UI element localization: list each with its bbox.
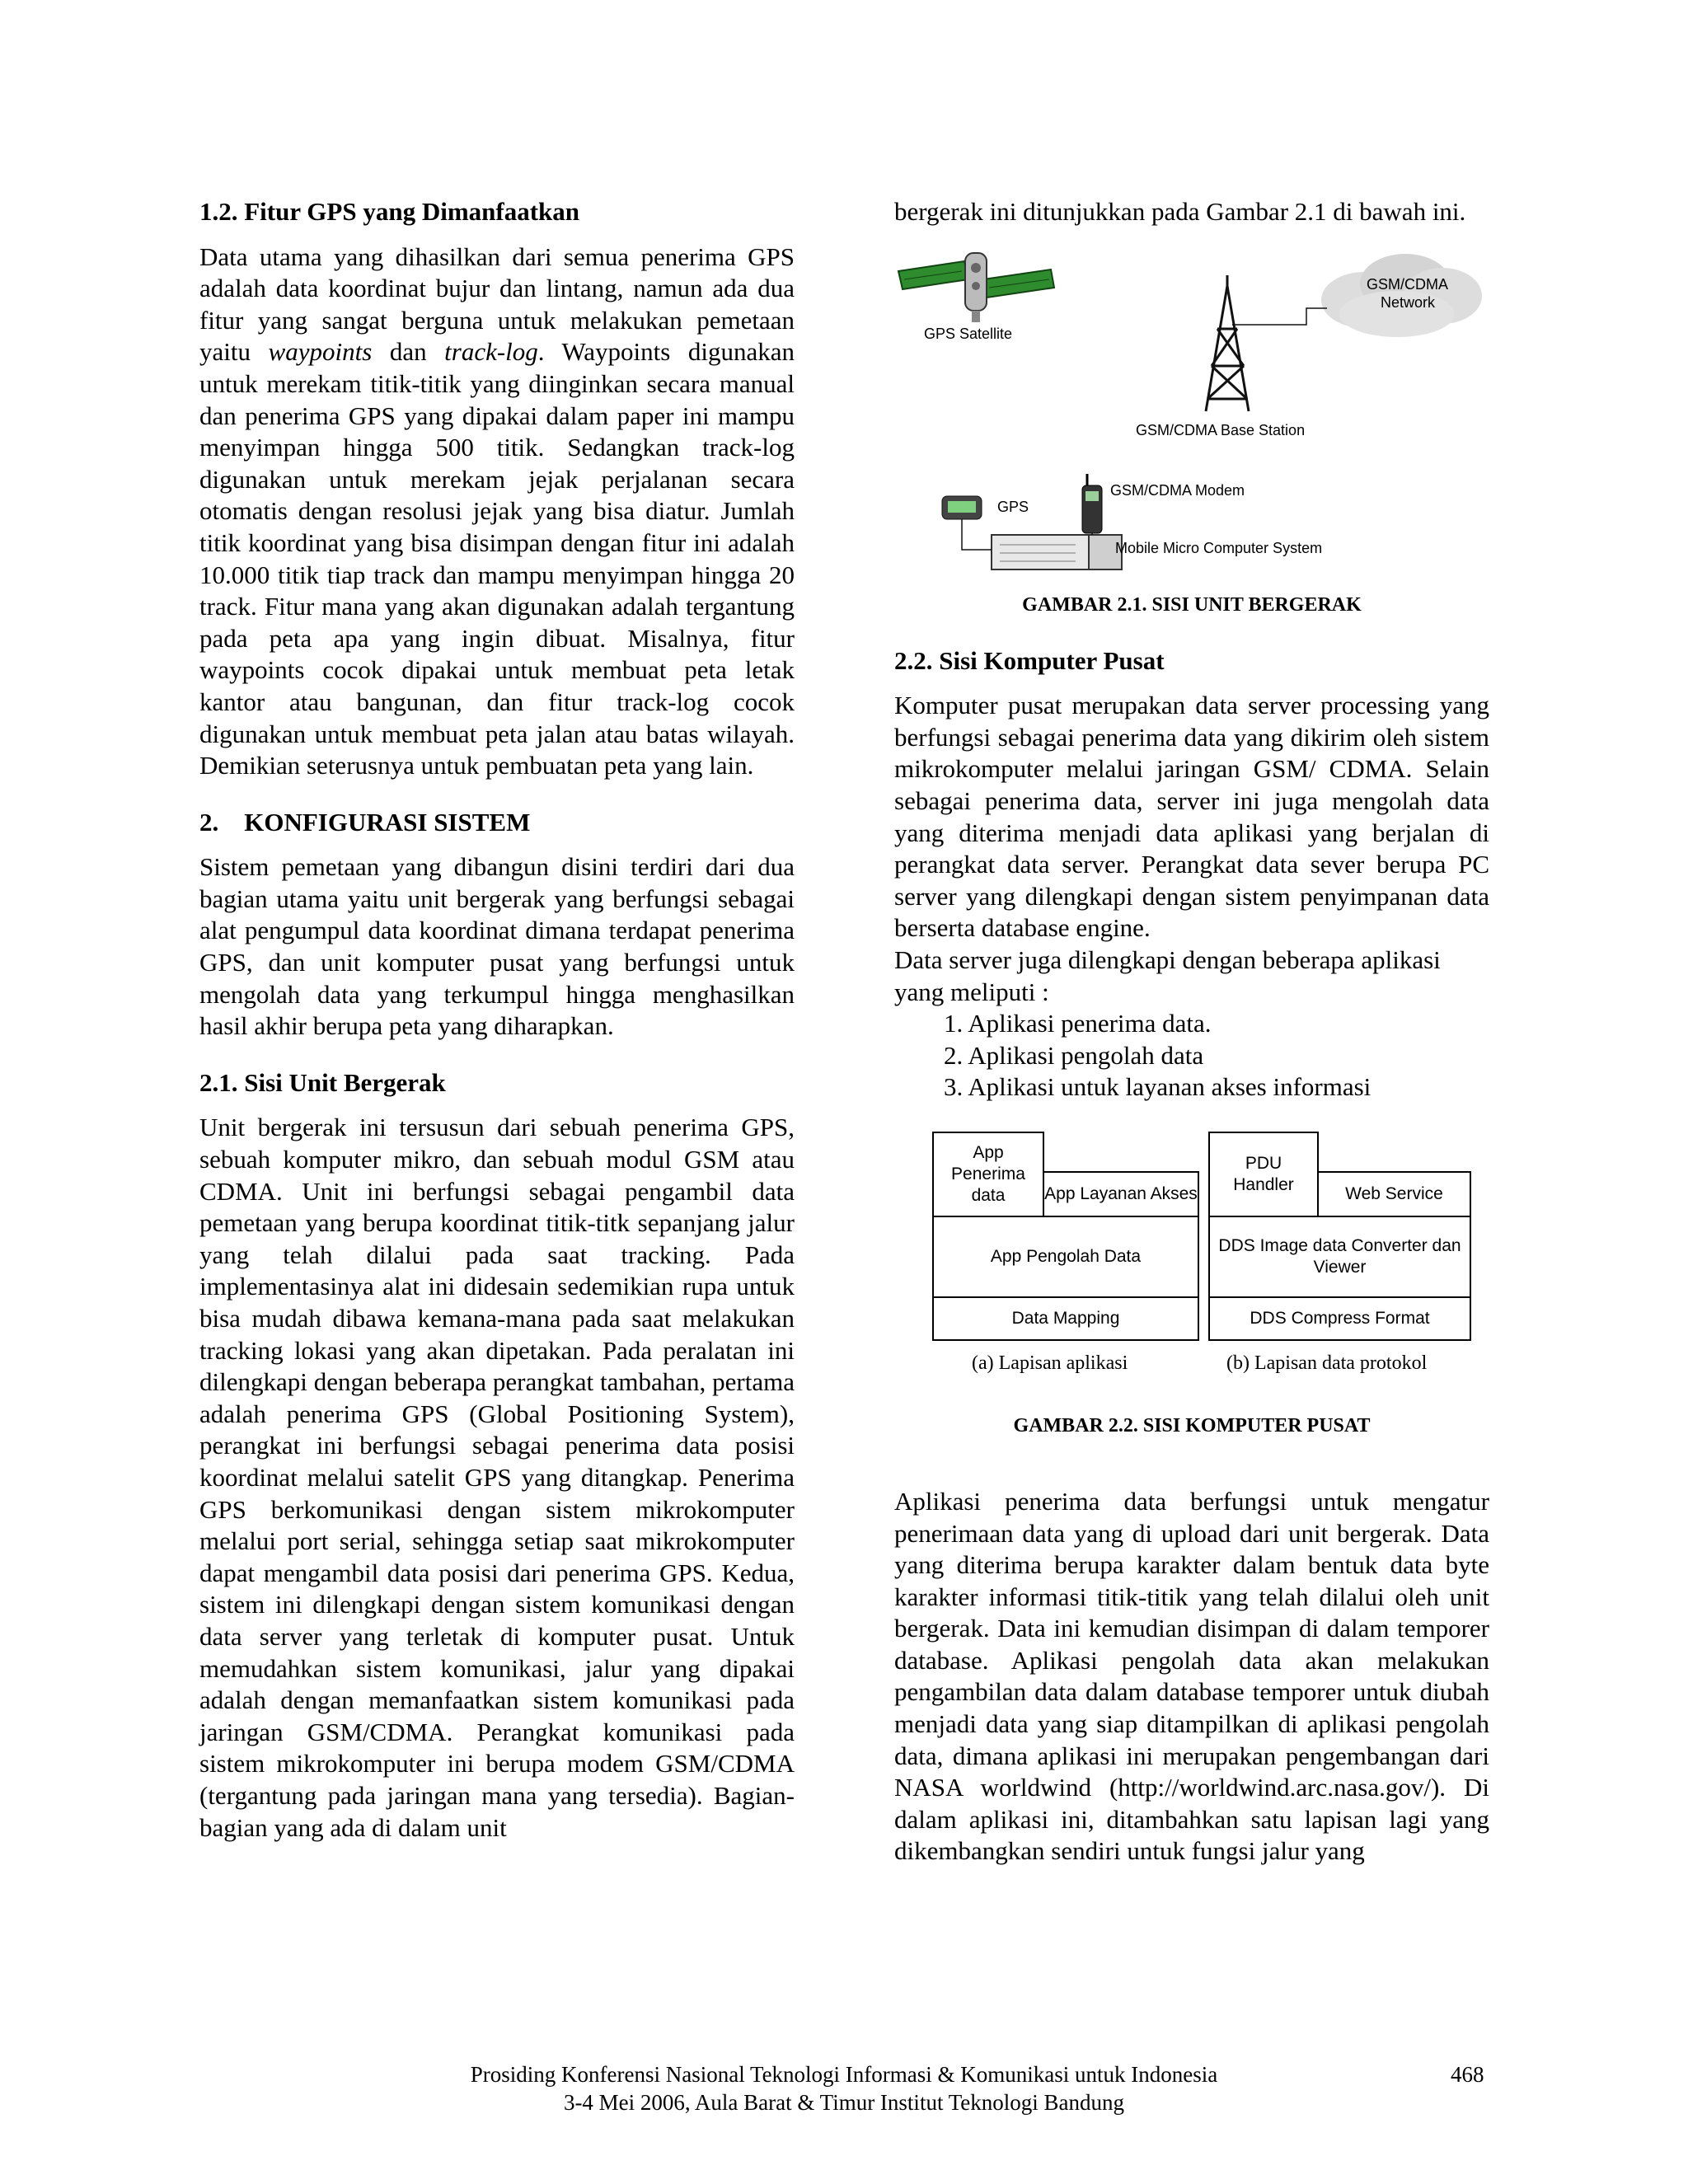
- list-item: 1. Aplikasi penerima data.: [944, 1009, 1212, 1038]
- pdu-handler-box: PDU Handler: [1208, 1132, 1319, 1217]
- section-2-2-paragraph-1: Komputer pusat merupakan data server processing yang berfungsi sebagai penerima data yang dikirim oleh sistem mikrokomputer melalui jaringan GSM/ CDMA. Selain sebagai penerima data, server ini juga mengolah data yang diterima menjadi data aplikasi yang berjalan di perangkat data server. Perangkat data sever berupa PC server yang dilengkapi dengan sistem penyimpanan data berserta database engine.: [894, 691, 1489, 943]
- dds-image-box: DDS Image data Converter dan Viewer: [1208, 1216, 1471, 1298]
- list-item: 3. Aplikasi untuk layanan akses informasi: [944, 1072, 1372, 1102]
- figure-2-1-caption: GAMBAR 2.1. SISI UNIT BERGERAK: [1022, 593, 1362, 616]
- subcaption-a: (a) Lapisan aplikasi: [972, 1352, 1128, 1374]
- list-item: 2. Aplikasi pengolah data: [944, 1040, 1204, 1070]
- footer-line-2: 3-4 Mei 2006, Aula Barat & Timur Institut Teknologi Bandung: [563, 2090, 1125, 2115]
- app-pengolah-box: App Pengolah Data: [932, 1216, 1199, 1298]
- web-service-box: Web Service: [1317, 1171, 1471, 1217]
- left-column: [199, 196, 795, 1844]
- app-penerima-box: App Penerima data: [932, 1132, 1044, 1217]
- figure-2-2: [894, 1132, 1489, 1461]
- network-label-line2: Network: [1381, 293, 1436, 311]
- footer: [0, 2060, 1688, 2116]
- section-1-2-paragraph: Data utama yang dihasilkan dari semua penerima GPS adalah data koordinat bujur dan lintang, namun ada dua fitur yang sangat berguna untuk melakukan pemetaan yaitu waypoints dan track-log. Waypoints digunakan untuk merekam titik-titik yang diinginkan secara manual dan penerima GPS yang dipakai dalam paper ini mampu menyimpan hingga 500 titik. Sedangkan track-log digunakan untuk merekam jejak perjalanan secara otomatis dengan resolusi jejak yang bisa diatur. Jumlah titik koordinat yang bisa disimpan dengan fitur ini adalah 10.000 titik tiap track dan mampu menyimpan hingga 20 track. Fitur mana yang akan digunakan adalah tergantung pada peta apa yang ingin dibuat. Misalnya, fitur waypoints cocok dipakai untuk membuat peta letak kantor atau bangunan, dan fitur track-log cocok digunakan untuk membuat peta jalan atau batas wilayah. Demikian seterusnya untuk pembuatan peta yang lain.: [199, 241, 795, 780]
- gps-device-icon: [942, 496, 982, 519]
- continuation-paragraph: bergerak ini ditunjukkan pada Gambar 2.1 di bawah ini.: [894, 197, 1466, 226]
- computer-icon: [992, 535, 1122, 569]
- page-number: 468: [1451, 2062, 1484, 2087]
- section-2-paragraph: Sistem pemetaan yang dibangun disini terdiri dari dua bagian utama yaitu unit bergerak yang berfungsi sebagai alat pengumpul data koordinat dimana terdapat penerima GPS, dan unit komputer pusat yang berfungsi untuk mengolah data yang terkumpul hingga menghasilkan hasil akhir berupa peta yang diharapkan.: [199, 852, 795, 1041]
- network-label-line1: GSM/CDMA: [1367, 275, 1448, 293]
- data-mapping-box: Data Mapping: [932, 1296, 1199, 1341]
- base-station-label: GSM/CDMA Base Station: [1136, 421, 1306, 438]
- satellite-icon: [898, 253, 1054, 322]
- application-list: [894, 1008, 1489, 1104]
- figure-2-1: [894, 246, 1489, 624]
- app-layanan-box: App Layanan Akses: [1043, 1171, 1199, 1217]
- right-column: [894, 196, 1489, 1868]
- subcaption-b: (b) Lapisan data protokol: [1226, 1352, 1428, 1374]
- gps-satellite-label: GPS Satellite: [924, 325, 1013, 342]
- section-2-2-heading: 2.2. Sisi Komputer Pusat: [894, 645, 1165, 675]
- tower-icon: [1206, 275, 1249, 411]
- section-2-1-paragraph: Unit bergerak ini tersusun dari sebuah penerima GPS, sebuah komputer mikro, dan sebuah modul GSM atau CDMA. Unit ini berfungsi sebagai pengambil data pemetaan yang berupa koordinat titik-titk sepanjang jalur yang telah dilalui pada saat tracking. Pada implementasinya alat ini didesain sedemikian rupa untuk bisa mudah dibawa kemana-mana pada saat melakukan tracking lokasi yang akan dipetakan. Pada peralatan ini dilengkapi dengan beberapa perangkat tambahan, pertama adalah penerima GPS (Global Positioning System), perangkat ini berfungsi sebagai penerima data posisi koordinat melalui satelit GPS yang ditangkap. Penerima GPS berkomunikasi dengan sistem mikrokomputer melalui port serial, sehingga setiap saat mikrokomputer dapat mengambil data posisi dari penerima GPS. Kedua, sistem ini dilengkapi dengan sistem komunikasi dengan data server yang terletak di komputer pusat. Untuk memudahkan sistem komunikasi, jalur yang dipakai adalah dengan memanfaatkan sistem komunikasi pada jaringan GSM/CDMA. Perangkat komunikasi pada sistem mikrokomputer ini berupa modem GSM/CDMA (tergantung pada jaringan mana yang tersedia). Bagian-bagian yang ada di dalam unit: [199, 1113, 795, 1842]
- section-1-2-heading: 1.2. Fitur GPS yang Dimanfaatkan: [199, 197, 580, 226]
- footer-line-1: Prosiding Konferensi Nasional Teknologi Informasi & Komunikasi untuk Indonesia: [470, 2062, 1218, 2087]
- modem-phone-icon: [1082, 474, 1102, 533]
- modem-label: GSM/CDMA Modem: [1110, 481, 1245, 499]
- section-2-1-heading: 2.1. Sisi Unit Bergerak: [199, 1067, 446, 1097]
- gps-label: GPS: [997, 498, 1029, 515]
- figure-2-2-caption: GAMBAR 2.2. SISI KOMPUTER PUSAT: [1013, 1414, 1371, 1436]
- section-2-2-paragraph-2: Data server juga dilengkapi dengan beberapa aplikasi yang meliputi :: [894, 944, 1441, 1006]
- micro-computer-label: Mobile Micro Computer System: [1115, 539, 1323, 556]
- dds-compress-box: DDS Compress Format: [1208, 1296, 1471, 1341]
- section-2-heading: 2. KONFIGURASI SISTEM: [199, 807, 531, 837]
- final-paragraph: Aplikasi penerima data berfungsi untuk mengatur penerimaan data yang di upload dari unit bergerak. Data yang diterima berupa karakter dalam bentuk data byte karakter informasi titik-titik yang telah dilalui oleh unit bergerak. Data ini kemudian disimpan di dalam temporer database. Aplikasi pengolah data akan melakukan pengambilan data dalam database temporer untuk diubah menjadi data yang siap ditampilkan di aplikasi pengolah data, dimana aplikasi ini merupakan pengembangan dari NASA worldwind (http://worldwind.arc.nasa.gov/). Di dalam aplikasi ini, ditambahkan satu lapisan lagi yang dikembangkan sendiri untuk fungsi jalur yang: [894, 1486, 1489, 1866]
